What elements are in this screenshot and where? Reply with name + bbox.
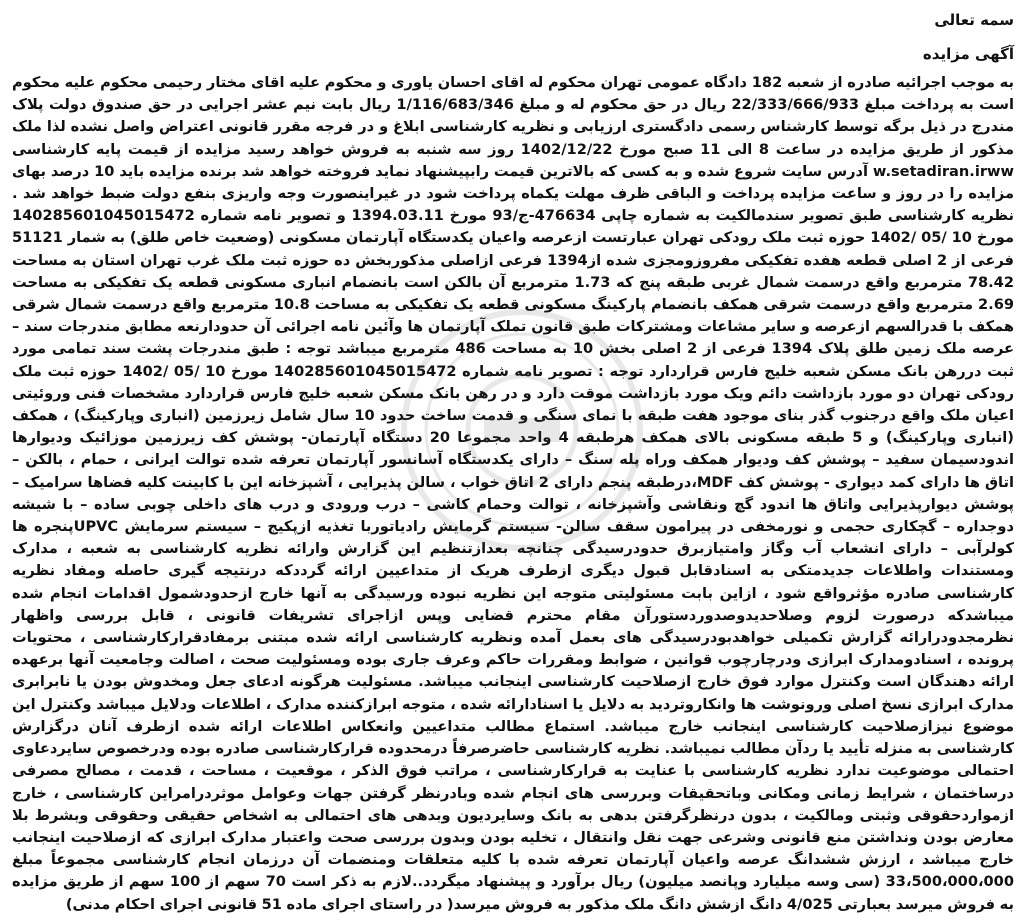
notice-heading: سمه تعالی: [934, 11, 1014, 29]
notice-title: آگهی مزایده: [922, 45, 1014, 63]
notice-body-text: به موجب اجرائیه صادره از شعبه 182 دادگاه عمومی تهران محکوم له اقای احسان یاوری و محکوم علیه اقای مختار رحیمی محکوم علیه محکوم است به پرداخت مبلغ 22/333/666/933 ریال در حق محکوم له و مبلغ 1/116/683/346 ریال بابت نیم عشر اجرایی در حق صندوق دولت پلاک مندرج در ذیل برگه توسط کارشناس رسمی دادگستری ارزیابی و نظریه کارشناسی ابلاغ و در فرجه مقرر قانونی اعتراض واصل نشده لذا ملک مذکور از طریق مزایده در ساعت 8 الی 11 صبح مورخ 1402/12/22 روز سه شنبه به فروش خواهد رسید مزایده از قیمت پایه کارشناسی w.setadiran.irww آدرس سایت شروع شده و به کسی که بالاترین قیمت رابپیشنهاد نماید فروخته خواهد شد برنده مزایده باید 10 درصد بهای مزایده را در روز و ساعت مزایده پرداخت و الباقی ظرف مهلت یکماه پرداخت شود در غیراینصورت وجه واریزی بنفع دولت ضبط خواهد شد . نظریه کارشناسی طبق تصویر سندمالکیت به شماره چاپی 476634-ج/93 مورخ 1394.03.11 و تصویر نامه شماره 140285601045015472 مورخ 10 /05 /1402 حوزه ثبت ملک رودکی تهران عبارتست ازعرصه واعیان یکدستگاه آپارتمان مسکونی (وضعیت خاص طلق) به شمار 51121 فرعی از 2 اصلی قطعه هفده تفکیکی مفروزومجزی شده از1394 فرعی ازاصلی مذکوربخش ده حوزه ثبت ملک غرب تهران استان به مساحت 78.42 مترمربع واقع درسمت شمال غربی طبقه پنج که 1.73 مترمربع آن بالکن است بانضمام انباری مسکونی قطعه یک تفکیکی به مساحت 2.69 مترمربع واقع درسمت شرقی همکف بانضمام پارکینگ مسکونی قطعه یک تفکیکی به مساحت 10.8 مترمربع واقع درسمت شمال شرقی همکف با قدرالسهم ازعرصه و سایر مشاعات ومشترکات طبق قانون تملک آپارتمان ها وآئین نامه اجرائی آن حدودارنعه مطابق مندرجات سند – عرصه ملک زمین طلق پلاک 1394 فرعی از 2 اصلی بخش 10 به مساحت 486 مترمربع میباشد توجه : طبق مندرجات پشت سند تمامی مورد ثبت دررهن بانک مسکن شعبه خلیج فارس قراردارد توجه : تصویر نامه شماره 140285601045015472 مورخ 10 /05 /1402 حوزه ثبت ملک رودکی تهران دو مورد بازداشت دائم ویک مورد بازداشت موقت دارد و در رهن بانک مسکن شعبه خلیج فارس قراردارد مشخصات فنی وروئیتی اعیان ملک واقع درجنوب گذر بنای موجود هفت طبقه با نمای سنگی و قدمت ساخت حدود 10 سال شامل زیرزمین (انباری وپارکینگ) ، همکف (انباری وپارکینگ) و 5 طبقه مسکونی بالای همکف هرطبقه 4 واحد مجموعا 20 دستگاه آپارتمان- پوشش کف زیرزمین موزائیک ودیوارها اندودسیمان سفید – پوشش کف ودیوار همکف وراه پله سنگ – دارای یکدستگاه آسانسور آپارتمان تعرفه شده توالت ایرانی ، حمام ، بالکن – اتاق ها دارای کمد دیواری - پوشش کف MDF،درطبقه پنجم دارای 2 اتاق خواب ، سالن پذیرایی ، آشپزخانه این با کابینت کلیه فضاها سرامیک – پوشش دیوارپذیرایی واتاق ها اندود گچ ونقاشی وآشپزخانه ، توالت وحمام کاشی – درب ورودی و درب های داخلی چوبی ساده – با شیشه دوجداره – گچکاری حجمی و نورمخفی در پیرامون سقف سالن- سیستم گرمایش رادیاتوربا تغذیه ازپکیج – سیستم سرمایش UPVCپنجره ها کولرآبی – دارای انشعاب آب وگاز وامتیازبرق حدودرسیدگی چنانچه بعدازتنظیم این گزارش وارائه نظریه کارشناسی به شعبه ، مدارک ومستندات واطلاعات جدیدمتکی به اسنادقابل قبول دیگری ازطرف هریک از متداعیین ارائه گرددکه درنتیجه گیری حاصله ومفاد نظریه کارشناسی صادره مؤثرواقع شود ، ازاین بابت مسئولیتی متوجه این نظریه نبوده ورسیدگی به آنها خارج ازحدودشمول اقدامات انجام شده میباشدکه درصورت لزوم وصلاحدیدوصدوردستورآن مقام محترم قضایی وپس ازاجرای تشریفات قانونی ، قابل بررسی واظهار نظرمجدودرارائه گزارش تکمیلی خواهدبودرسیدگی های بعمل آمده ونظریه کارشناسی ارائه شده مبتنی برمفادقرارکارشناسی ، محتویات پرونده ، اسنادومدارک ابرازی ودرچارچوب قوانین ، ضوابط ومقررات حاکم وعرف جاری بوده ومسئولیت صحت ، اصالت وجامعیت آنها برعهده ارائه دهندگان است وکنترل موارد فوق خارج ازصلاحیت کارشناسی اینجانب میباشد. مسئولیت هرگونه ادعای جعل ومخدوش بودن یا نابرابری مدارک ابرازی نسخ اصلی ورونوشت ها وانکاروتردید به دلایل یا اسنادارائه شده ، متوجه ابرازکننده مدارک ، اطلاعات ودلایل میباشد وکنترل این موضوع نیزازصلاحیت کارشناسی اینجانب خارج میباشد. استماع مطالب متداعیین وانعکاس اطلاعات ارائه شده ازطرف آنان درگزارش کارشناسی به منزله تأیید یا ردآن مطالب نمیباشد. نظریه کارشناسی حاضرصرفاً درمحدوده قرارکارشناسی صادره بوده ودرخصوص سایردعاوی احتمالی موضوعیت ندارد نظریه کارشناسی با عنایت به قرارکارشناسی ، مراتب فوق الذکر ، موقعیت ، مساحت ، قدمت ، مصالح مصرفی درساختمان ، شرایط زمانی ومکانی وباتحقیقات وبررسی های انجام شده وبادرنظر گرفتن جهات وعوامل موثردرامراین کارشناسی ، خارج ازمواردحقوقی وثبتی ومالکیت ، بدون درنظرگرفتن بدهی به بانک وسایردیون وبدهی های احتمالی به اشخاص حقیقی وحقوقی وبشرط بلا معارض بودن ونداشتن منع قانونی وشرعی جهت نقل وانتقال ، تخلیه بودن وبدون بررسی صحت واعتبار مدارک ابرازی که ازصلاحیت اینجانب خارج میباشد ، ارزش ششدانگ عرصه واعیان آپارتمان تعرفه شده با کلیه متعلقات ومنضمات آن درزمان انجام کارشناسی مجموعاً مبلغ 33،500،000،000 (سی وسه میلیارد وپانصد میلیون) ریال برآورد و پیشنهاد میگردد..لازم به ذکر است 70 سهم از 100 سهم از طریق مزایده به فروش میرسد بعبارتی 4/025 دانگ ازشش دانگ ملک مذکور به فروش میرسد( در راستای اجرای ماده 51 قانونی اجرای احکام مدنی): [12, 74, 1015, 913]
